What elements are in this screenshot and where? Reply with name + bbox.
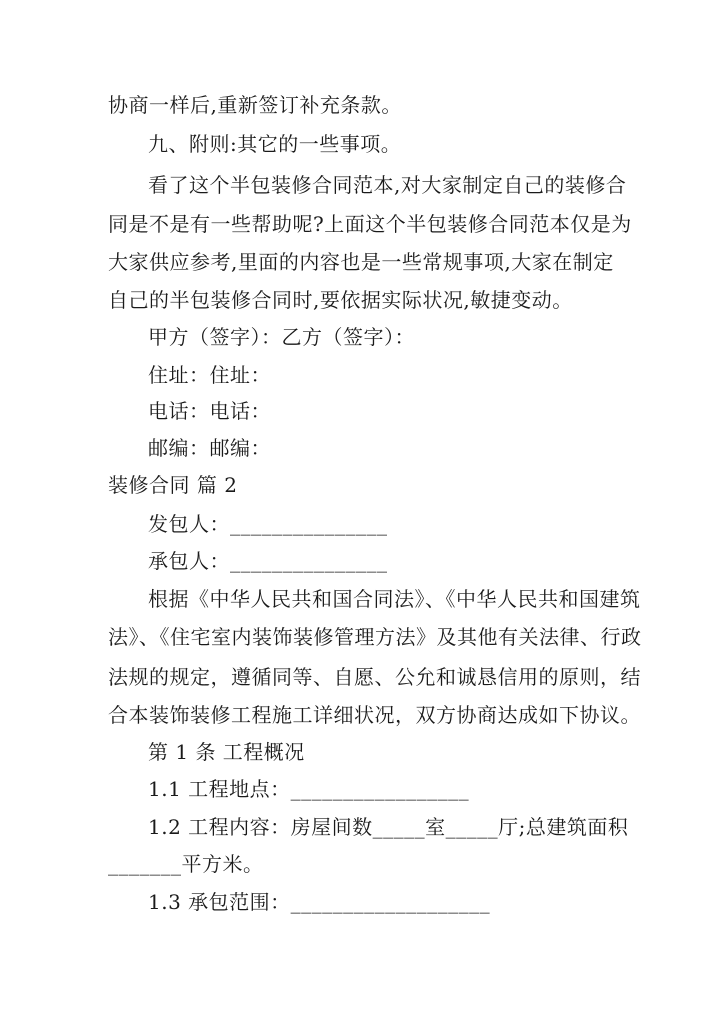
paragraph-line-1: 协商一样后,重新签订补充条款。 bbox=[108, 93, 402, 117]
clause-1-2: 1.2 工程内容：房屋间数_____室_____厅;总建筑面积 bbox=[148, 815, 629, 839]
paragraph-line-16: 法规的规定，遵循同等、自愿、公允和诚恳信用的原则，结 bbox=[108, 665, 641, 689]
clause-1-1: 1.1 工程地点：_________________ bbox=[148, 777, 470, 801]
section-heading: 装修合同 篇 2 bbox=[108, 473, 238, 497]
paragraph-line-2: 九、附则:其它的一些事项。 bbox=[148, 132, 402, 156]
employer-line: 发包人：_______________ bbox=[148, 512, 388, 536]
paragraph-line-6: 自己的半包装修合同时,要依据实际状况,敏捷变动。 bbox=[108, 288, 573, 312]
clause-1-3: 1.3 承包范围：___________________ bbox=[148, 890, 491, 914]
paragraph-line-4: 同是不是有一些帮助呢?上面这个半包装修合同范本仅是为 bbox=[108, 212, 632, 236]
phone-line: 电话：电话： bbox=[148, 399, 271, 423]
contractor-line: 承包人：_______________ bbox=[148, 549, 388, 573]
article-heading: 第 1 条 工程概况 bbox=[148, 740, 305, 764]
postcode-line: 邮编：邮编： bbox=[148, 436, 271, 460]
signature-line-parties: 甲方（签字）：乙方（签字）： bbox=[148, 325, 415, 349]
clause-1-2-continued: _______平方米。 bbox=[108, 852, 264, 876]
address-line: 住址：住址： bbox=[148, 363, 271, 387]
paragraph-line-17: 合本装饰装修工程施工详细状况，双方协商达成如下协议。 bbox=[108, 703, 641, 727]
paragraph-line-5: 大家供应参考,里面的内容也是一些常规事项,大家在制定 bbox=[108, 250, 614, 274]
paragraph-line-3: 看了这个半包装修合同范本,对大家制定自己的装修合 bbox=[148, 173, 627, 197]
paragraph-line-15: 法》、《住宅室内装饰装修管理方法》及其他有关法律、行政 bbox=[108, 625, 642, 649]
paragraph-line-14: 根据《中华人民共和国合同法》、《中华人民共和国建筑 bbox=[148, 587, 641, 611]
